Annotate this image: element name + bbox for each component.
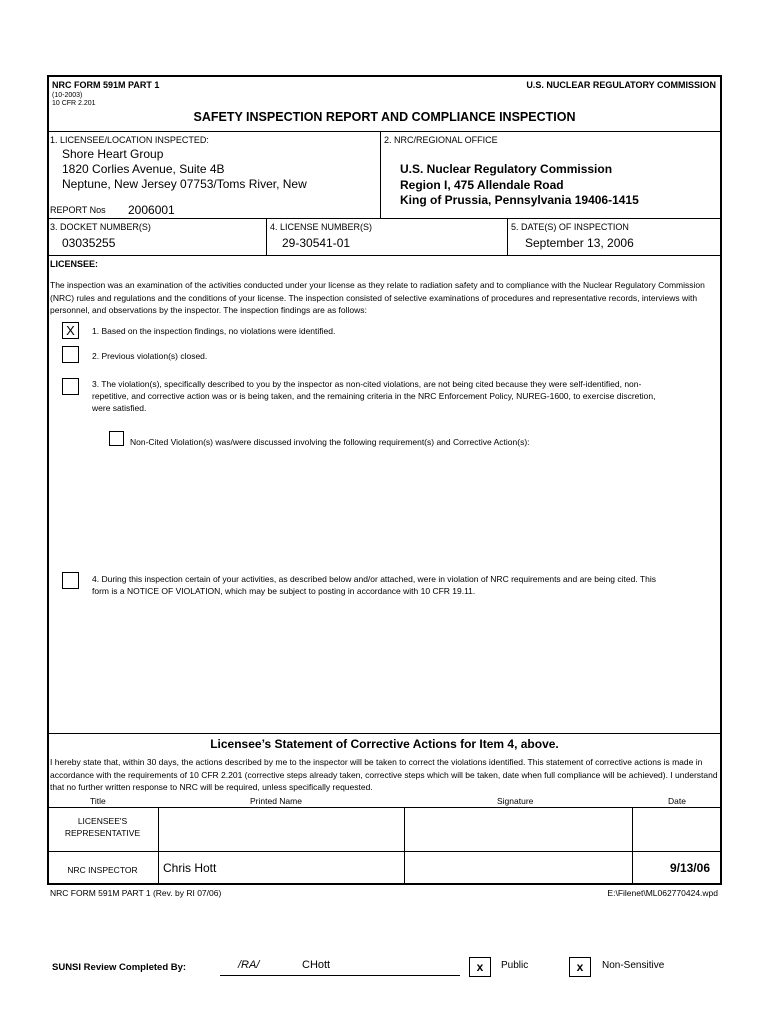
licensee-rep-title: LICENSEE'S REPRESENTATIVE <box>64 816 141 838</box>
finding-3-text: 3. The violation(s), specifically described to you by the inspector as non-cited violations, are not being cited because they were self-identified, non-repetitive, and corrective action was or is being taken, and the remaining criteria in the NRC Enforcement Policy, NUREG-1600, to exercise discretion, were satisfied. <box>92 379 656 413</box>
divider <box>507 218 508 255</box>
form-date: (10-2003) <box>52 92 83 99</box>
ncv-checkbox[interactable] <box>109 431 124 446</box>
divider <box>404 807 405 885</box>
divider <box>632 807 633 885</box>
ncv-text: Non-Cited Violation(s) was/were discussed involving the following requirement(s) and Corrective Action(s): <box>130 437 530 447</box>
divider <box>47 218 722 219</box>
public-label: Public <box>501 960 529 971</box>
sunsi-label: SUNSI Review Completed By: <box>52 962 187 973</box>
finding-4-checkbox[interactable] <box>62 572 79 589</box>
form-title: SAFETY INSPECTION REPORT AND COMPLIANCE INSPECTION <box>193 110 576 124</box>
licensee-name: Shore Heart Group <box>62 147 164 161</box>
license-label: 4. LICENSE NUMBER(S) <box>270 222 373 232</box>
licensee-address-2: Neptune, New Jersey 07753/Toms River, New <box>62 177 307 191</box>
finding-1-checkbox[interactable]: X <box>62 322 79 339</box>
form-revision: NRC FORM 591M PART 1 (Rev. by RI 07/06) <box>50 888 222 898</box>
regional-office-line2: Region I, 475 Allendale Road <box>400 178 564 192</box>
inspection-date-label: 5. DATE(S) OF INSPECTION <box>511 222 629 232</box>
report-number-label: REPORT Nos <box>50 205 106 215</box>
divider <box>47 733 722 734</box>
col-title: Title <box>90 796 106 806</box>
statement-title: Licensee’s Statement of Corrective Actions for Item 4, above. <box>210 737 559 751</box>
divider <box>158 807 159 885</box>
col-signature: Signature <box>497 796 534 806</box>
regional-office-line3: King of Prussia, Pennsylvania 19406-1415 <box>400 193 639 207</box>
divider <box>47 131 722 132</box>
public-checkbox[interactable]: x <box>469 957 491 977</box>
col-date: Date <box>668 796 686 806</box>
intro-paragraph: The inspection was an examination of the activities conducted under your license as they relate to radiation safety and to compliance with the Nuclear Regulatory Commission (NRC) rules and regulations and the conditions of your license. The inspection consisted of selective examinations of procedures and representative records, interviews with personnel, and observations by the inspector. The inspection findings are as follows: <box>50 280 705 315</box>
license-number: 29-30541-01 <box>282 236 351 250</box>
finding-3-checkbox[interactable] <box>62 378 79 395</box>
inspector-date: 9/13/06 <box>669 861 710 875</box>
sunsi-reviewer: CHott <box>302 959 331 971</box>
sunsi-signature-line <box>220 975 460 976</box>
divider <box>47 807 722 808</box>
finding-2-text: 2. Previous violation(s) closed. <box>92 351 208 361</box>
divider <box>47 255 722 256</box>
docket-number: 03035255 <box>62 236 116 250</box>
statement-body: I hereby state that, within 30 days, the actions described by me to the inspector will be taken to correct the violations identified. This statement of corrective actions is made in accordance with the requirements of 10 CFR 2.201 (corrective steps already taken, corrective steps which will be taken, date when full compliance will be achieved). I understand that no further written response to NRC will be required, unless specifically requested. <box>50 757 718 792</box>
finding-4-text: 4. During this inspection certain of your activities, as described below and/or attached, were in violation of NRC requirements and are being cited. This form is a NOTICE OF VIOLATION, which may be subject to posting in accordance with 10 CFR 19.11. <box>92 574 656 596</box>
docket-label: 3. DOCKET NUMBER(S) <box>50 222 151 232</box>
form-cfr: 10 CFR 2.201 <box>52 100 96 107</box>
licensee-address-1: 1820 Corlies Avenue, Suite 4B <box>62 162 225 176</box>
licensee-location-label: 1. LICENSEE/LOCATION INSPECTED: <box>50 135 209 145</box>
licensee-heading: LICENSEE: <box>50 259 99 269</box>
non-sensitive-label: Non-Sensitive <box>602 960 665 971</box>
file-path: E:\Filenet\ML062770424.wpd <box>607 888 718 898</box>
sunsi-ra: /RA/ <box>238 959 260 971</box>
divider <box>47 851 722 852</box>
non-sensitive-checkbox[interactable]: x <box>569 957 591 977</box>
divider <box>380 131 381 218</box>
finding-1-text: 1. Based on the inspection findings, no violations were identified. <box>92 326 336 336</box>
report-number: 2006001 <box>128 203 175 217</box>
divider <box>266 218 267 255</box>
form-name: NRC FORM 591M PART 1 <box>52 80 160 90</box>
col-printed-name: Printed Name <box>250 796 302 806</box>
inspector-name: Chris Hott <box>163 861 217 875</box>
agency-name: U.S. NUCLEAR REGULATORY COMMISSION <box>526 80 716 90</box>
regional-office-line1: U.S. Nuclear Regulatory Commission <box>400 162 613 176</box>
inspection-date: September 13, 2006 <box>525 236 634 250</box>
inspector-title: NRC INSPECTOR <box>67 865 138 875</box>
finding-2-checkbox[interactable] <box>62 346 79 363</box>
regional-office-label: 2. NRC/REGIONAL OFFICE <box>384 135 498 145</box>
